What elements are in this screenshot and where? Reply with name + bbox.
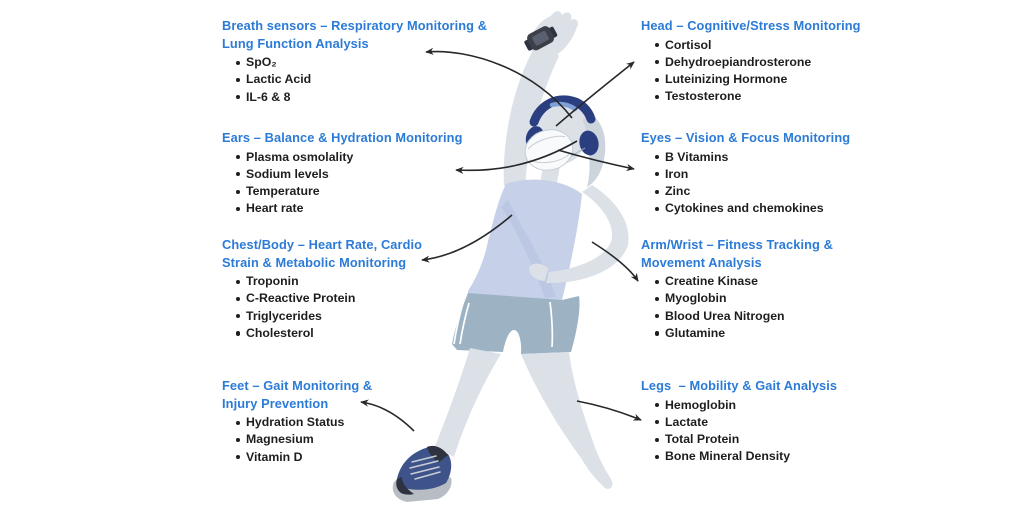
- list-item: Creatine Kinase: [641, 273, 901, 290]
- block-title-arm: [641, 236, 901, 271]
- list-item: Lactate: [641, 414, 901, 431]
- list-item: Triglycerides: [222, 308, 482, 325]
- title-line: Movement Analysis: [641, 254, 762, 270]
- list-item: Myoglobin: [641, 290, 901, 307]
- list-item: Hydration Status: [222, 414, 482, 431]
- list-item: IL-6 & 8: [222, 89, 482, 106]
- block-title-chest: [222, 236, 482, 271]
- list-item: Bone Mineral Density: [641, 448, 901, 465]
- title-line: Strain & Metabolic Monitoring: [222, 254, 407, 270]
- title-line: Ears – Balance & Hydration Monitoring: [222, 130, 463, 145]
- list-item: Cytokines and chemokines: [641, 200, 901, 217]
- head-arrow: [556, 62, 634, 126]
- annotation-block-legs: [641, 377, 901, 466]
- list-item: Cholesterol: [222, 325, 482, 342]
- list-item: Magnesium: [222, 431, 482, 448]
- list-item: Heart rate: [222, 200, 482, 217]
- annotation-block-eyes: [641, 129, 901, 218]
- block-title-breath: [222, 17, 488, 52]
- list-item: Dehydroepiandrosterone: [641, 54, 901, 71]
- list-item: Sodium levels: [222, 166, 482, 183]
- block-items-legs: [641, 397, 901, 466]
- block-title-legs: [641, 377, 901, 395]
- list-item: Luteinizing Hormone: [641, 71, 901, 88]
- list-item: Zinc: [641, 183, 901, 200]
- block-items-head: [641, 37, 901, 106]
- list-item: Troponin: [222, 273, 482, 290]
- annotation-block-ears: [222, 129, 482, 218]
- annotation-block-breath: [222, 17, 488, 106]
- title-line: Feet – Gait Monitoring &: [222, 378, 373, 393]
- block-items-arm: [641, 273, 901, 342]
- block-items-eyes: [641, 149, 901, 218]
- list-item: Vitamin D: [222, 449, 482, 466]
- block-items-breath: [222, 54, 482, 106]
- list-item: Glutamine: [641, 325, 901, 342]
- block-items-feet: [222, 414, 482, 466]
- block-items-ears: [222, 149, 482, 218]
- title-line: Chest/Body – Heart Rate, Cardio: [222, 237, 423, 252]
- list-item: Testosterone: [641, 88, 901, 105]
- block-title-head: [641, 17, 901, 35]
- title-line: Arm/Wrist – Fitness Tracking &: [641, 237, 833, 252]
- annotation-block-head: [641, 17, 901, 106]
- block-items-chest: [222, 273, 482, 342]
- legs-arrow: [577, 401, 641, 420]
- right-leg: [521, 352, 596, 458]
- title-line: Injury Prevention: [222, 395, 329, 411]
- list-item: Lactic Acid: [222, 71, 482, 88]
- title-line: Eyes – Vision & Focus Monitoring: [641, 130, 851, 145]
- list-item: Total Protein: [641, 431, 901, 448]
- block-title-feet: [222, 377, 482, 412]
- list-item: Plasma osmolality: [222, 149, 482, 166]
- title-line: Legs – Mobility & Gait Analysis: [641, 378, 838, 393]
- list-item: C-Reactive Protein: [222, 290, 482, 307]
- block-title-ears: [222, 129, 482, 147]
- annotation-block-arm: [641, 236, 901, 342]
- title-line: Breath sensors – Respiratory Monitoring &: [222, 18, 488, 33]
- list-item: Blood Urea Nitrogen: [641, 308, 901, 325]
- title-line: Lung Function Analysis: [222, 35, 369, 51]
- annotation-block-chest: [222, 236, 482, 342]
- list-item: B Vitamins: [641, 149, 901, 166]
- list-item: Temperature: [222, 183, 482, 200]
- block-title-eyes: [641, 129, 901, 147]
- list-item: Cortisol: [641, 37, 901, 54]
- list-item: SpO₂: [222, 54, 482, 71]
- right-foot: [581, 450, 612, 489]
- title-line: Head – Cognitive/Stress Monitoring: [641, 18, 861, 33]
- list-item: Iron: [641, 166, 901, 183]
- list-item: Hemoglobin: [641, 397, 901, 414]
- annotation-block-feet: [222, 377, 482, 466]
